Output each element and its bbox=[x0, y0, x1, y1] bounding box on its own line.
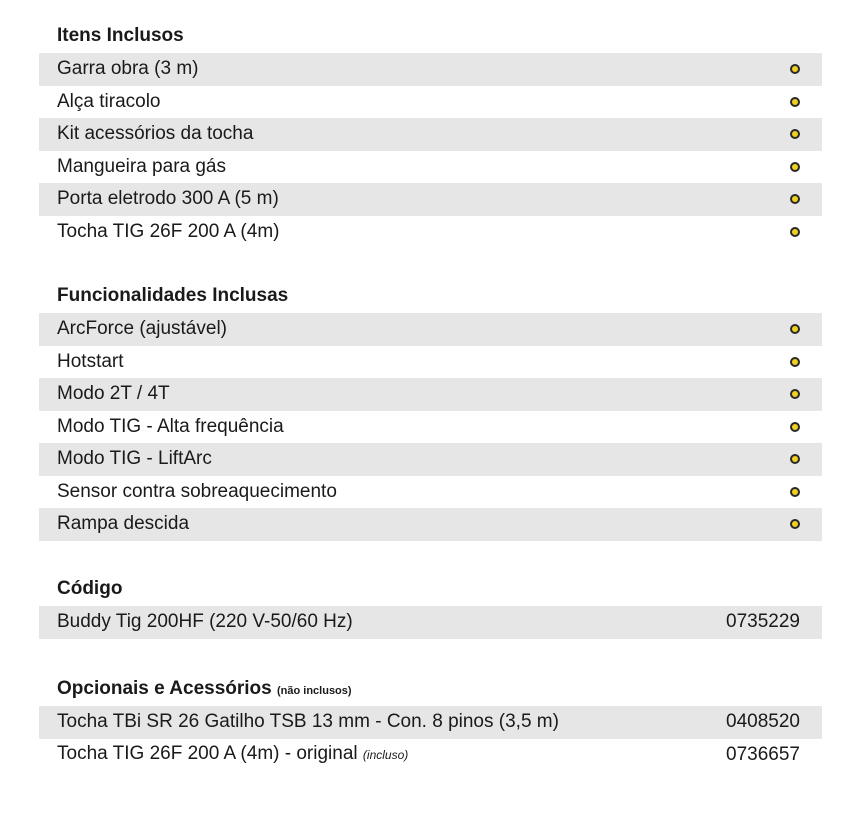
list-item: Mangueira para gás bbox=[39, 151, 822, 184]
product-code: 0736657 bbox=[726, 743, 800, 765]
optionals-note: (não inclusos) bbox=[277, 685, 352, 697]
included-note: (incluso) bbox=[362, 748, 409, 762]
included-dot-icon bbox=[790, 64, 800, 74]
list-item: ArcForce (ajustável) bbox=[39, 313, 822, 346]
table-row: Tocha TIG 26F 200 A (4m) - original (incluso) 0736657 bbox=[39, 739, 822, 772]
list-item: Modo TIG - Alta frequência bbox=[39, 411, 822, 444]
included-dot-icon bbox=[790, 194, 800, 204]
included-features-heading: Funcionalidades Inclusas bbox=[57, 285, 289, 306]
list-item: Tocha TIG 26F 200 A (4m) bbox=[39, 216, 822, 249]
optionals-section bbox=[39, 672, 822, 771]
product-code: 0735229 bbox=[726, 611, 800, 632]
product-code: 0408520 bbox=[726, 711, 800, 732]
included-dot-icon bbox=[790, 324, 800, 334]
included-dot-icon bbox=[790, 227, 800, 237]
code-section bbox=[39, 572, 822, 639]
table-row: Tocha TBi SR 26 Gatilho TSB 13 mm - Con. 8 pinos (3,5 m) 0408520 bbox=[39, 706, 822, 739]
included-dot-icon bbox=[790, 454, 800, 464]
list-item: Rampa descida bbox=[39, 508, 822, 541]
list-item: Modo TIG - LiftArc bbox=[39, 443, 822, 476]
included-items-section bbox=[39, 19, 822, 248]
included-dot-icon bbox=[790, 487, 800, 497]
list-item: Sensor contra sobreaquecimento bbox=[39, 476, 822, 509]
included-items-heading: Itens Inclusos bbox=[57, 25, 184, 46]
list-item: Hotstart bbox=[39, 346, 822, 379]
included-dot-icon bbox=[790, 422, 800, 432]
list-item: Garra obra (3 m) bbox=[39, 53, 822, 86]
code-heading: Código bbox=[57, 578, 123, 599]
included-dot-icon bbox=[790, 519, 800, 529]
list-item: Alça tiracolo bbox=[39, 86, 822, 119]
included-dot-icon bbox=[790, 357, 800, 367]
list-item: Kit acessórios da tocha bbox=[39, 118, 822, 151]
included-dot-icon bbox=[790, 97, 800, 107]
list-item: Porta eletrodo 300 A (5 m) bbox=[39, 183, 822, 216]
list-item: Modo 2T / 4T bbox=[39, 378, 822, 411]
included-dot-icon bbox=[790, 162, 800, 172]
included-features-section bbox=[39, 279, 822, 541]
optionals-heading: Opcionais e Acessórios (não inclusos) bbox=[57, 678, 352, 699]
table-row: Buddy Tig 200HF (220 V-50/60 Hz) 0735229 bbox=[39, 606, 822, 639]
included-dot-icon bbox=[790, 389, 800, 399]
included-dot-icon bbox=[790, 129, 800, 139]
